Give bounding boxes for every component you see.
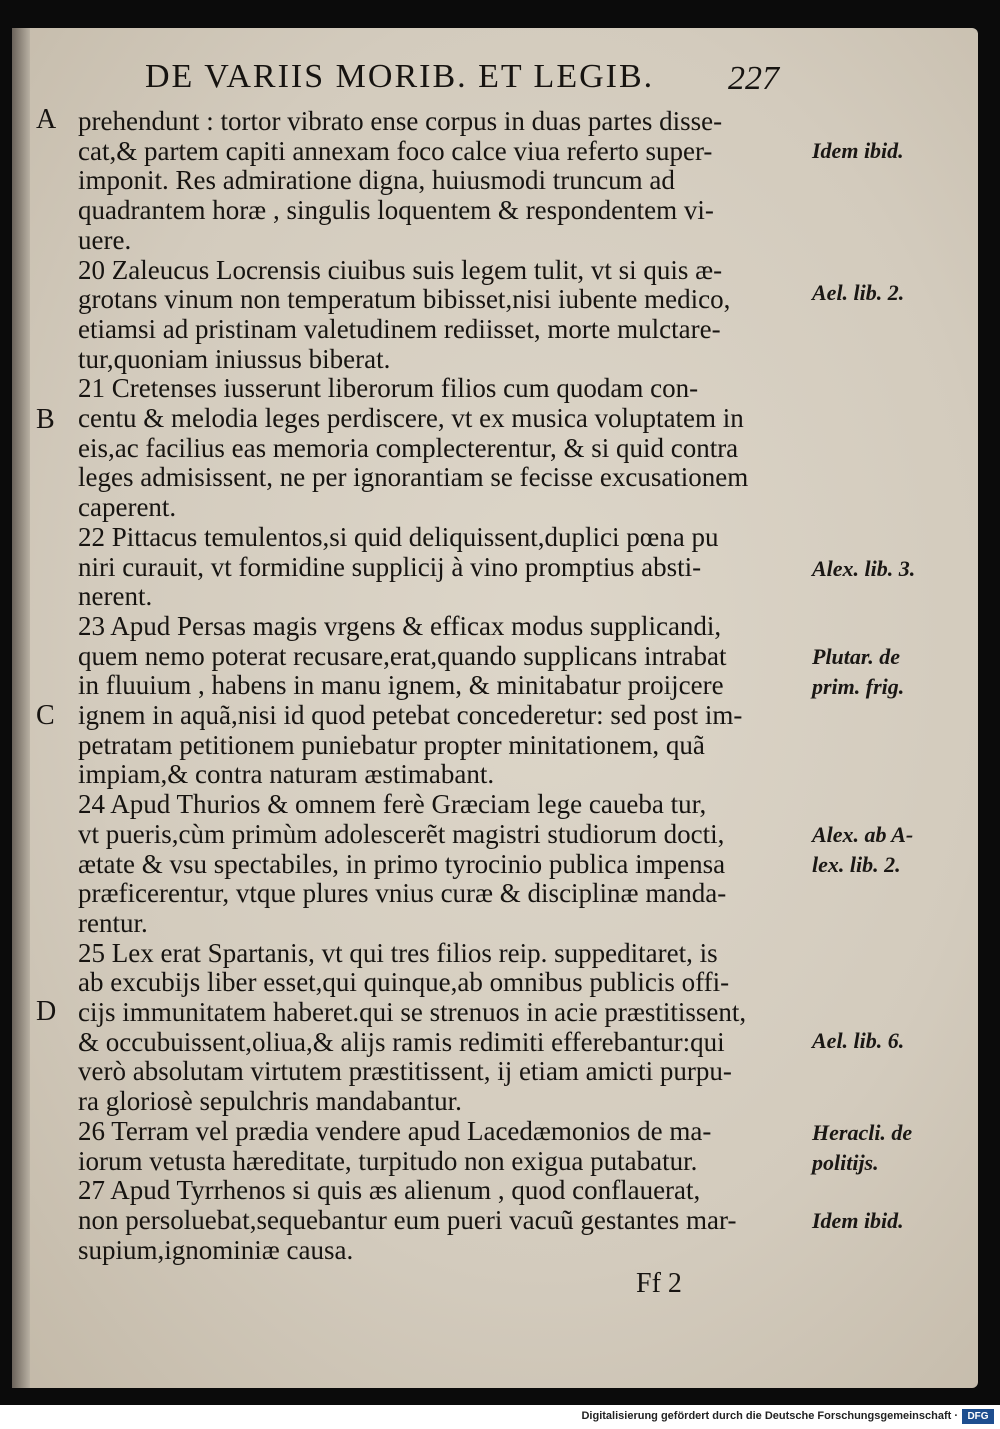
text-line: vt pueris,cùm primùm adolescerẽt magistri studiorum docti, [78,819,725,849]
text-line: ab excubijs liber esset,qui quinque,ab omnibus publicis offi- [78,967,730,997]
section-letter-a: A [36,104,57,135]
text-line: ra gloriosè sepulchris mandabantur. [78,1086,462,1116]
margin-note: Heracli. de [812,1120,913,1145]
section-letter-b: B [36,404,55,435]
text-line: supium,ignominiæ causa. [78,1235,354,1265]
text-line: ætate & vsu spectabiles, in primo tyrocinio publica impensa [78,849,726,879]
text-line: imponit. Res admiratione digna, huiusmodi truncum ad [78,165,675,195]
dfg-logo: DFG [962,1409,994,1424]
text-line: grotans vinum non temperatum bibisset,nisi iubente medico, [78,284,731,314]
footer-credit: Digitalisierung gefördert durch die Deutsche Forschungsgemeinschaft · [581,1410,958,1422]
margin-note: Ael. lib. 6. [812,1028,905,1053]
margin-note: Alex. ab A- [812,822,914,847]
signature-mark: Ff 2 [636,1268,682,1299]
text-line: 25 Lex erat Spartanis, vt qui tres filios reip. suppeditaret, is [78,938,718,968]
margin-note: Ael. lib. 2. [812,280,905,305]
text-line: uere. [78,225,132,255]
text-line: non persoluebat,sequebantur eum pueri vacuũ gestantes mar- [78,1205,737,1235]
page-number: 227 [728,60,779,97]
text-line: verò absolutam virtutem præstitissent, ij etiam amicti purpu- [78,1056,732,1086]
text-line: 22 Pittacus temulentos,si quid deliquissent,duplici pœna pu [78,522,719,552]
text-line: cijs immunitatem haberet.qui se strenuos in acie præstitissent, [78,997,747,1027]
margin-note: Alex. lib. 3. [812,556,916,581]
text-line: & occubuissent,oliua,& alijs ramis redimiti efferebantur:qui [78,1027,725,1057]
text-line: 26 Terram vel prædia vendere apud Lacedæmonios de ma- [78,1116,712,1146]
text-line: quem nemo poterat recusare,erat,quando supplicans intrabat [78,641,727,671]
text-line: etiamsi ad pristinam valetudinem rediisset, morte mulctare- [78,314,721,344]
text-line: niri curauit, vt formidine supplicij à vino promptius absti- [78,552,702,582]
text-line: 21 Cretenses iusserunt liberorum filios cum quodam con- [78,373,699,403]
text-line: eis,ac facilius eas memoria complecterentur, & si quid contra [78,433,739,463]
text-line: quadrantem horæ , singulis loquentem & respondentem vi- [78,195,714,225]
text-line: nerent. [78,581,153,611]
margin-note: prim. frig. [812,674,905,699]
text-line: tur,quoniam iniussus biberat. [78,344,391,374]
text-line: centu & melodia leges perdiscere, vt ex musica voluptatem in [78,403,744,433]
text-line: ignem in aquã,nisi id quod petebat concederetur: sed post im- [78,700,743,730]
text-line: præficerentur, vtque plures vnius curæ & disciplinæ manda- [78,878,727,908]
margin-note: lex. lib. 2. [812,852,901,877]
page-spine-shadow [12,28,30,1388]
text-line: iorum vetusta hæreditate, turpitudo non exigua putabatur. [78,1146,698,1176]
text-line: 23 Apud Persas magis vrgens & efficax modus supplicandi, [78,611,722,641]
footer-bar [0,1405,1000,1429]
text-line: petratam petitionem puniebatur propter minitationem, quã [78,730,705,760]
text-line: leges admisissent, ne per ignorantiam se fecisse excusationem [78,462,749,492]
margin-note: politijs. [812,1150,879,1175]
margin-note: Plutar. de [812,644,901,669]
text-line: caperent. [78,492,177,522]
text-line: 27 Apud Tyrrhenos si quis æs alienum , quod conflauerat, [78,1175,701,1205]
margin-note: Idem ibid. [812,138,904,163]
text-line: rentur. [78,908,148,938]
section-letter-c: C [36,700,55,731]
text-line: cat,& partem capiti annexam foco calce viua referto super- [78,136,713,166]
text-line: 20 Zaleucus Locrensis ciuibus suis legem tulit, vt si quis æ- [78,255,723,285]
text-line: 24 Apud Thurios & omnem ferè Græciam lege caueba tur, [78,789,707,819]
section-letter-d: D [36,996,57,1027]
running-header: DE VARIIS MORIB. ET LEGIB. [145,58,655,95]
margin-note: Idem ibid. [812,1208,904,1233]
text-line: in fluuium , habens in manu ignem, & minitabatur proijcere [78,670,724,700]
text-line: prehendunt : tortor vibrato ense corpus in duas partes disse- [78,106,723,136]
text-line: impiam,& contra naturam æstimabant. [78,759,495,789]
